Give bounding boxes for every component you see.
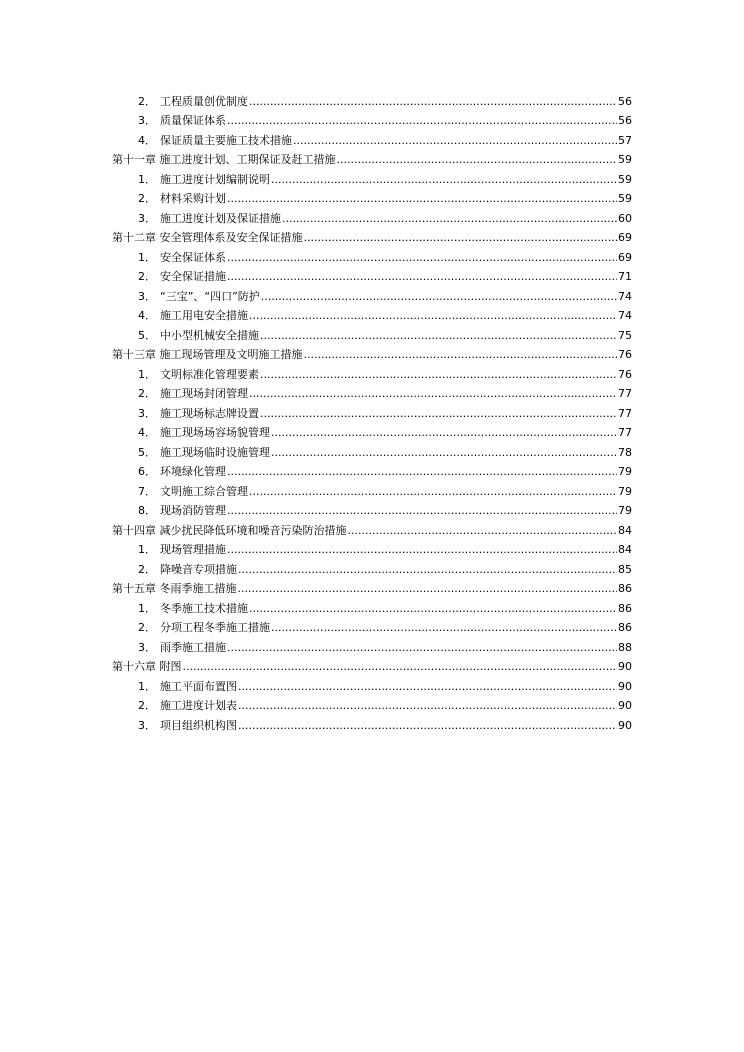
toc-entry-title: 安全保证体系 xyxy=(160,250,226,264)
toc-section-entry[interactable] xyxy=(112,695,632,715)
toc-entry-title: 环境绿化管理 xyxy=(160,465,226,478)
toc-page-number: 76 xyxy=(618,348,632,361)
toc-section-entry[interactable] xyxy=(112,246,632,266)
toc-entry-title: 施工进度计划表 xyxy=(160,699,237,712)
toc-page-number: 77 xyxy=(618,426,632,439)
dot-leader xyxy=(249,308,617,324)
toc-entry-number: 3． xyxy=(138,640,156,654)
toc-entry-title: 工程质量创优制度 xyxy=(160,94,248,108)
toc-entry-number: 3． xyxy=(138,406,156,420)
toc-section-entry[interactable] xyxy=(112,110,632,130)
dot-leader xyxy=(249,94,617,110)
dot-leader xyxy=(227,503,617,519)
dot-leader xyxy=(227,250,617,266)
toc-chapter-entry[interactable] xyxy=(112,656,632,676)
dot-leader xyxy=(238,562,617,578)
dot-leader xyxy=(337,152,618,168)
toc-page-number: 74 xyxy=(618,309,632,322)
toc-page-number: 90 xyxy=(618,660,632,673)
toc-section-entry[interactable] xyxy=(112,617,632,637)
toc-entry-number: 1． xyxy=(138,250,156,264)
toc-page-number: 84 xyxy=(618,523,632,537)
dot-leader xyxy=(260,406,617,422)
toc-entry-title: 项目组织机构图 xyxy=(160,718,237,732)
toc-entry-number: 2． xyxy=(138,562,156,576)
dot-leader xyxy=(238,679,617,695)
dot-leader xyxy=(227,191,617,207)
dot-leader xyxy=(261,289,617,305)
toc-entry-title: 施工现场封闭管理 xyxy=(160,387,248,400)
toc-page-number: 84 xyxy=(618,543,632,556)
toc-entry-number: 2． xyxy=(138,387,156,400)
toc-entry-number: 4． xyxy=(138,133,156,147)
toc-chapter-entry[interactable] xyxy=(112,227,632,247)
toc-section-entry[interactable] xyxy=(112,461,632,481)
toc-page-number: 69 xyxy=(618,231,632,244)
toc-section-entry[interactable] xyxy=(112,90,632,110)
toc-chapter-entry[interactable] xyxy=(112,344,632,364)
toc-page-number: 56 xyxy=(618,94,632,108)
toc-entry-title: 第十二章 安全管理体系及安全保证措施 xyxy=(112,231,303,244)
dot-leader xyxy=(249,484,617,500)
toc-page-number: 86 xyxy=(618,582,632,595)
toc-entry-title: 施工进度计划编制说明 xyxy=(160,172,270,186)
toc-entry-number: 3． xyxy=(138,289,156,303)
toc-entry-title: 第十三章 施工现场管理及文明施工措施 xyxy=(112,348,303,361)
toc-section-entry[interactable] xyxy=(112,636,632,656)
toc-page-number: 76 xyxy=(618,367,632,381)
dot-leader xyxy=(249,386,617,402)
dot-leader xyxy=(238,698,617,714)
toc-entry-number: 8． xyxy=(138,504,156,517)
toc-entry-number: 7． xyxy=(138,484,156,498)
toc-entry-title: 施工现场标志牌设置 xyxy=(160,406,259,420)
toc-section-entry[interactable] xyxy=(112,714,632,734)
dot-leader xyxy=(227,542,617,558)
toc-page-number: 78 xyxy=(618,445,632,459)
dot-leader xyxy=(227,113,617,129)
toc-entry-number: 1． xyxy=(138,543,156,556)
toc-entry-number: 1． xyxy=(138,172,156,186)
toc-entry-title: 分项工程冬季施工措施 xyxy=(160,621,270,634)
toc-page-number: 86 xyxy=(618,621,632,634)
toc-entry-title: 施工进度计划及保证措施 xyxy=(160,211,281,225)
toc-chapter-entry[interactable] xyxy=(112,149,632,169)
dot-leader xyxy=(304,230,618,246)
toc-section-entry[interactable] xyxy=(112,324,632,344)
dot-leader xyxy=(271,172,617,188)
dot-leader xyxy=(227,640,617,656)
toc-entry-number: 3． xyxy=(138,114,156,127)
toc-entry-title: 现场管理措施 xyxy=(160,543,226,556)
toc-section-entry[interactable] xyxy=(112,363,632,383)
toc-entry-number: 5． xyxy=(138,328,156,342)
toc-entry-title: 第十四章 减少扰民降低环境和噪音污染防治措施 xyxy=(112,523,347,537)
toc-section-entry[interactable] xyxy=(112,500,632,520)
toc-chapter-entry[interactable] xyxy=(112,578,632,598)
toc-page-number: 74 xyxy=(618,289,632,303)
dot-leader xyxy=(183,659,618,675)
toc-page-number: 90 xyxy=(618,679,632,693)
toc-entry-title: 施工用电安全措施 xyxy=(160,309,248,322)
toc-section-entry[interactable] xyxy=(112,402,632,422)
toc-page-number: 56 xyxy=(618,114,632,127)
toc-entry-title: 材料采购计划 xyxy=(160,192,226,205)
toc-entry-title: 文明标准化管理要素 xyxy=(160,367,259,381)
toc-section-entry[interactable] xyxy=(112,441,632,461)
toc-entry-title: 冬季施工技术措施 xyxy=(160,601,248,615)
toc-section-entry[interactable] xyxy=(112,285,632,305)
toc-section-entry[interactable] xyxy=(112,305,632,325)
dot-leader xyxy=(282,211,617,227)
toc-page-number: 59 xyxy=(618,172,632,186)
dot-leader xyxy=(271,620,617,636)
dot-leader xyxy=(348,523,618,539)
toc-section-entry[interactable] xyxy=(112,129,632,149)
dot-leader xyxy=(260,367,617,383)
toc-section-entry[interactable] xyxy=(112,207,632,227)
toc-page-number: 79 xyxy=(618,484,632,498)
dot-leader xyxy=(304,347,618,363)
toc-entry-title: 降噪音专项措施 xyxy=(160,562,237,576)
toc-entry-number: 2． xyxy=(138,94,156,108)
toc-entry-title: 保证质量主要施工技术措施 xyxy=(160,133,292,147)
toc-page-number: 79 xyxy=(618,504,632,517)
toc-page-number: 75 xyxy=(618,328,632,342)
toc-entry-title: 第十一章 施工进度计划、工期保证及赶工措施 xyxy=(112,153,336,166)
toc-page-number: 69 xyxy=(618,250,632,264)
toc-section-entry[interactable] xyxy=(112,168,632,188)
toc-entry-number: 2． xyxy=(138,621,156,634)
toc-entry-title: 文明施工综合管理 xyxy=(160,484,248,498)
toc-section-entry[interactable] xyxy=(112,266,632,286)
toc-section-entry[interactable] xyxy=(112,480,632,500)
toc-chapter-entry[interactable] xyxy=(112,519,632,539)
dot-leader xyxy=(227,269,617,285)
toc-entry-number: 4． xyxy=(138,426,156,439)
toc-entry-title: 安全保证措施 xyxy=(160,270,226,283)
dot-leader xyxy=(271,445,617,461)
table-of-contents xyxy=(112,90,632,734)
toc-section-entry[interactable] xyxy=(112,675,632,695)
toc-page-number: 90 xyxy=(618,718,632,732)
toc-page-number: 79 xyxy=(618,465,632,478)
toc-entry-number: 2． xyxy=(138,270,156,283)
toc-section-entry[interactable] xyxy=(112,597,632,617)
toc-entry-title: 中小型机械安全措施 xyxy=(160,328,259,342)
toc-entry-title: “三宝”、“四口”防护 xyxy=(160,289,260,303)
toc-entry-title: 第十五章 冬雨季施工措施 xyxy=(112,582,237,595)
dot-leader xyxy=(238,718,617,734)
toc-entry-number: 6． xyxy=(138,465,156,478)
toc-entry-number: 1． xyxy=(138,679,156,693)
toc-entry-title: 第十六章 附图 xyxy=(112,660,182,673)
toc-page-number: 71 xyxy=(618,270,632,283)
toc-entry-number: 2． xyxy=(138,699,156,712)
toc-section-entry[interactable] xyxy=(112,539,632,559)
dot-leader xyxy=(227,464,617,480)
toc-entry-number: 5． xyxy=(138,445,156,459)
toc-entry-number: 3． xyxy=(138,211,156,225)
toc-section-entry[interactable] xyxy=(112,558,632,578)
dot-leader xyxy=(293,133,617,149)
toc-entry-title: 现场消防管理 xyxy=(160,504,226,517)
toc-page-number: 59 xyxy=(618,192,632,205)
toc-entry-number: 1． xyxy=(138,601,156,615)
dot-leader xyxy=(260,328,617,344)
toc-entry-number: 1． xyxy=(138,367,156,381)
toc-entry-title: 施工平面布置图 xyxy=(160,679,237,693)
toc-page-number: 59 xyxy=(618,153,632,166)
toc-entry-title: 施工现场场容场貌管理 xyxy=(160,426,270,439)
toc-page-number: 90 xyxy=(618,699,632,712)
toc-section-entry[interactable] xyxy=(112,422,632,442)
toc-page-number: 77 xyxy=(618,406,632,420)
toc-section-entry[interactable] xyxy=(112,383,632,403)
toc-page-number: 77 xyxy=(618,387,632,400)
toc-page-number: 57 xyxy=(618,133,632,147)
toc-page-number: 86 xyxy=(618,601,632,615)
dot-leader xyxy=(249,601,617,617)
toc-section-entry[interactable] xyxy=(112,188,632,208)
toc-page-number: 60 xyxy=(618,211,632,225)
toc-entry-title: 施工现场临时设施管理 xyxy=(160,445,270,459)
toc-page-number: 85 xyxy=(618,562,632,576)
toc-page-number: 88 xyxy=(618,640,632,654)
dot-leader xyxy=(238,581,618,597)
dot-leader xyxy=(271,425,617,441)
toc-entry-number: 4． xyxy=(138,309,156,322)
toc-entry-number: 3． xyxy=(138,718,156,732)
toc-entry-title: 雨季施工措施 xyxy=(160,640,226,654)
toc-entry-number: 2． xyxy=(138,192,156,205)
toc-entry-title: 质量保证体系 xyxy=(160,114,226,127)
